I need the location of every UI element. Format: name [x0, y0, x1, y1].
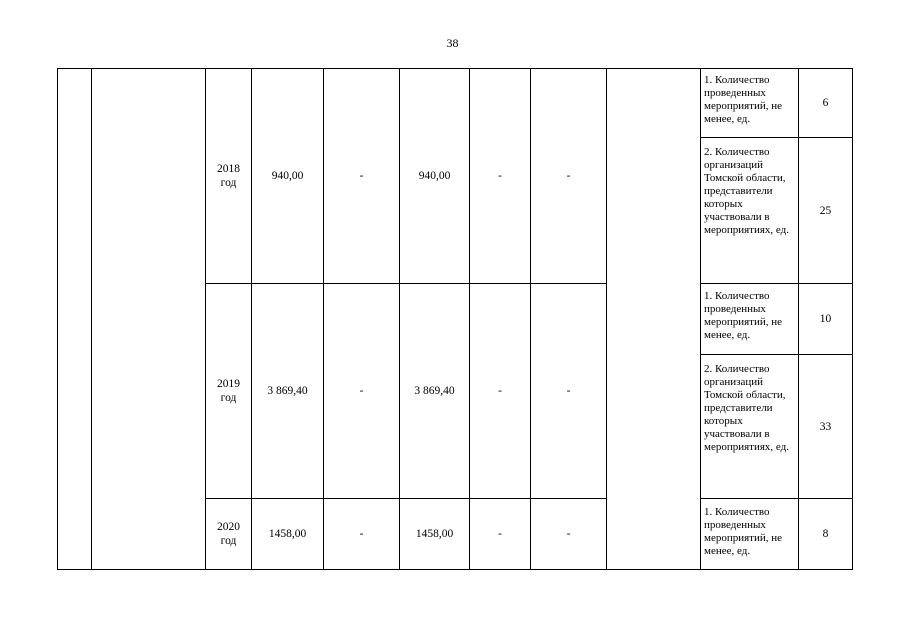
indicator-value: 10 — [819, 313, 832, 325]
year-cell: 2020 год — [217, 521, 240, 547]
federal-cell: - — [359, 170, 364, 182]
table-bottom-border — [57, 569, 853, 570]
indicator-value: 6 — [822, 97, 829, 109]
total-cell: 3 869,40 — [267, 385, 308, 397]
indicator-value: 25 — [819, 204, 832, 217]
year-cell: 2018 год — [217, 163, 240, 189]
local-cell: - — [498, 385, 502, 397]
col-border — [700, 68, 701, 570]
regional-cell: 940,00 — [418, 170, 451, 182]
total-cell: 1458,00 — [268, 528, 307, 540]
indicator-value: 8 — [822, 528, 829, 540]
other-cell: - — [566, 385, 571, 397]
regional-cell: 3 869,40 — [414, 385, 455, 397]
total-cell: 940,00 — [271, 170, 304, 182]
local-cell: - — [498, 170, 502, 182]
local-cell: - — [498, 528, 502, 540]
indicator-text: 2. Количество организаций Томской области, представители которых участвовали в мероприятиях, ед. — [704, 146, 790, 236]
regional-cell: 1458,00 — [415, 528, 454, 540]
indicator-text: 1. Количество проведенных мероприятий, не менее, ед. — [704, 506, 783, 557]
indicator-text: 1. Количество проведенных мероприятий, не менее, ед. — [704, 290, 783, 341]
col-border — [606, 68, 607, 570]
indicator-text: 2. Количество организаций Томской области, представители которых участвовали в мероприятиях, ед. — [704, 363, 790, 453]
federal-cell: - — [359, 528, 364, 540]
col-border — [57, 68, 58, 570]
federal-cell: - — [359, 385, 364, 397]
page-number: 38 — [446, 36, 459, 50]
other-cell: - — [566, 170, 571, 182]
indicator-text: 1. Количество проведенных мероприятий, не менее, ед. — [704, 74, 783, 125]
col-border — [91, 68, 92, 570]
indicator-value: 33 — [819, 420, 832, 433]
other-cell: - — [566, 528, 571, 540]
year-cell: 2019 год — [217, 378, 240, 404]
col-border — [852, 68, 853, 570]
